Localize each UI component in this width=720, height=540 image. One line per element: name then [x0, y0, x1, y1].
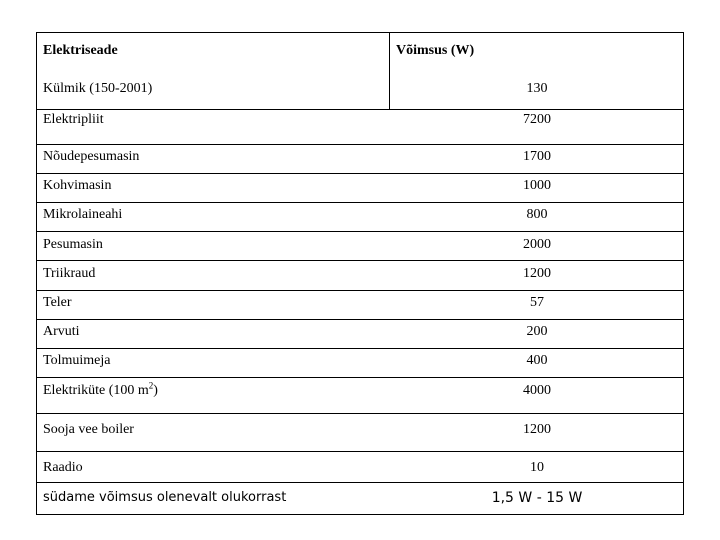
power-cell: 2000 [523, 237, 551, 252]
appliance-cell: Sooja vee boiler [43, 422, 134, 437]
row-divider [37, 290, 683, 291]
row-divider [37, 202, 683, 203]
row-divider [37, 482, 683, 483]
appliance-cell [43, 380, 158, 399]
appliance-cell: Nõudepesumasin [43, 149, 140, 164]
header-appliance: Elektriseade [43, 43, 118, 58]
table-row [37, 380, 683, 405]
appliance-cell: Kohvimasin [43, 178, 112, 193]
row-divider [37, 377, 683, 378]
row-divider [37, 348, 683, 349]
footer-power: 1,5 W - 15 W [491, 490, 583, 506]
appliance-text-suffix: ) [153, 383, 158, 398]
table-row [37, 353, 683, 375]
row-divider [37, 144, 683, 145]
power-cell: 200 [526, 324, 548, 339]
appliance-cell: Triikraud [43, 266, 96, 281]
power-cell: 400 [526, 353, 548, 368]
power-cell: 1200 [523, 422, 551, 437]
footer-appliance: südame võimsus olenevalt olukorrast [43, 490, 287, 505]
table-row [37, 149, 683, 171]
row-divider [37, 260, 683, 261]
power-cell: 130 [526, 81, 548, 96]
power-cell: 1000 [523, 178, 551, 193]
appliance-cell: Tolmuimeja [43, 353, 111, 368]
table-row [37, 237, 683, 259]
appliance-cell: Elektripliit [43, 112, 104, 127]
row-divider [37, 413, 683, 414]
table-footer-row [37, 490, 683, 512]
power-cell: 57 [530, 295, 544, 310]
power-table [36, 32, 684, 515]
table-row [37, 266, 683, 288]
table-row [37, 81, 683, 103]
power-cell: 800 [526, 207, 548, 222]
header-power: Võimsus (W) [396, 43, 475, 58]
appliance-cell: Pesumasin [43, 237, 103, 252]
power-cell: 4000 [523, 383, 551, 398]
table-row [37, 207, 683, 229]
appliance-cell: Raadio [43, 460, 83, 475]
appliance-cell: Mikrolaineahi [43, 207, 123, 222]
appliance-cell: Arvuti [43, 324, 80, 339]
row-divider [37, 173, 683, 174]
table-row [37, 460, 683, 482]
table-row [37, 324, 683, 346]
superscript: 2 [148, 380, 154, 391]
row-divider [37, 231, 683, 232]
row-divider [37, 451, 683, 452]
table-row [37, 422, 683, 444]
appliance-text: Elektriküte (100 m [43, 383, 149, 398]
row-divider [37, 109, 683, 110]
table-row [37, 295, 683, 317]
power-cell: 10 [530, 460, 544, 475]
row-divider [37, 319, 683, 320]
table-row [37, 112, 683, 134]
appliance-cell: Teler [43, 295, 72, 310]
table-header-row [37, 33, 683, 71]
appliance-cell: Külmik (150-2001) [43, 81, 153, 96]
power-cell: 7200 [523, 112, 551, 127]
table-row [37, 178, 683, 200]
power-cell: 1200 [523, 266, 551, 281]
power-cell: 1700 [523, 149, 551, 164]
